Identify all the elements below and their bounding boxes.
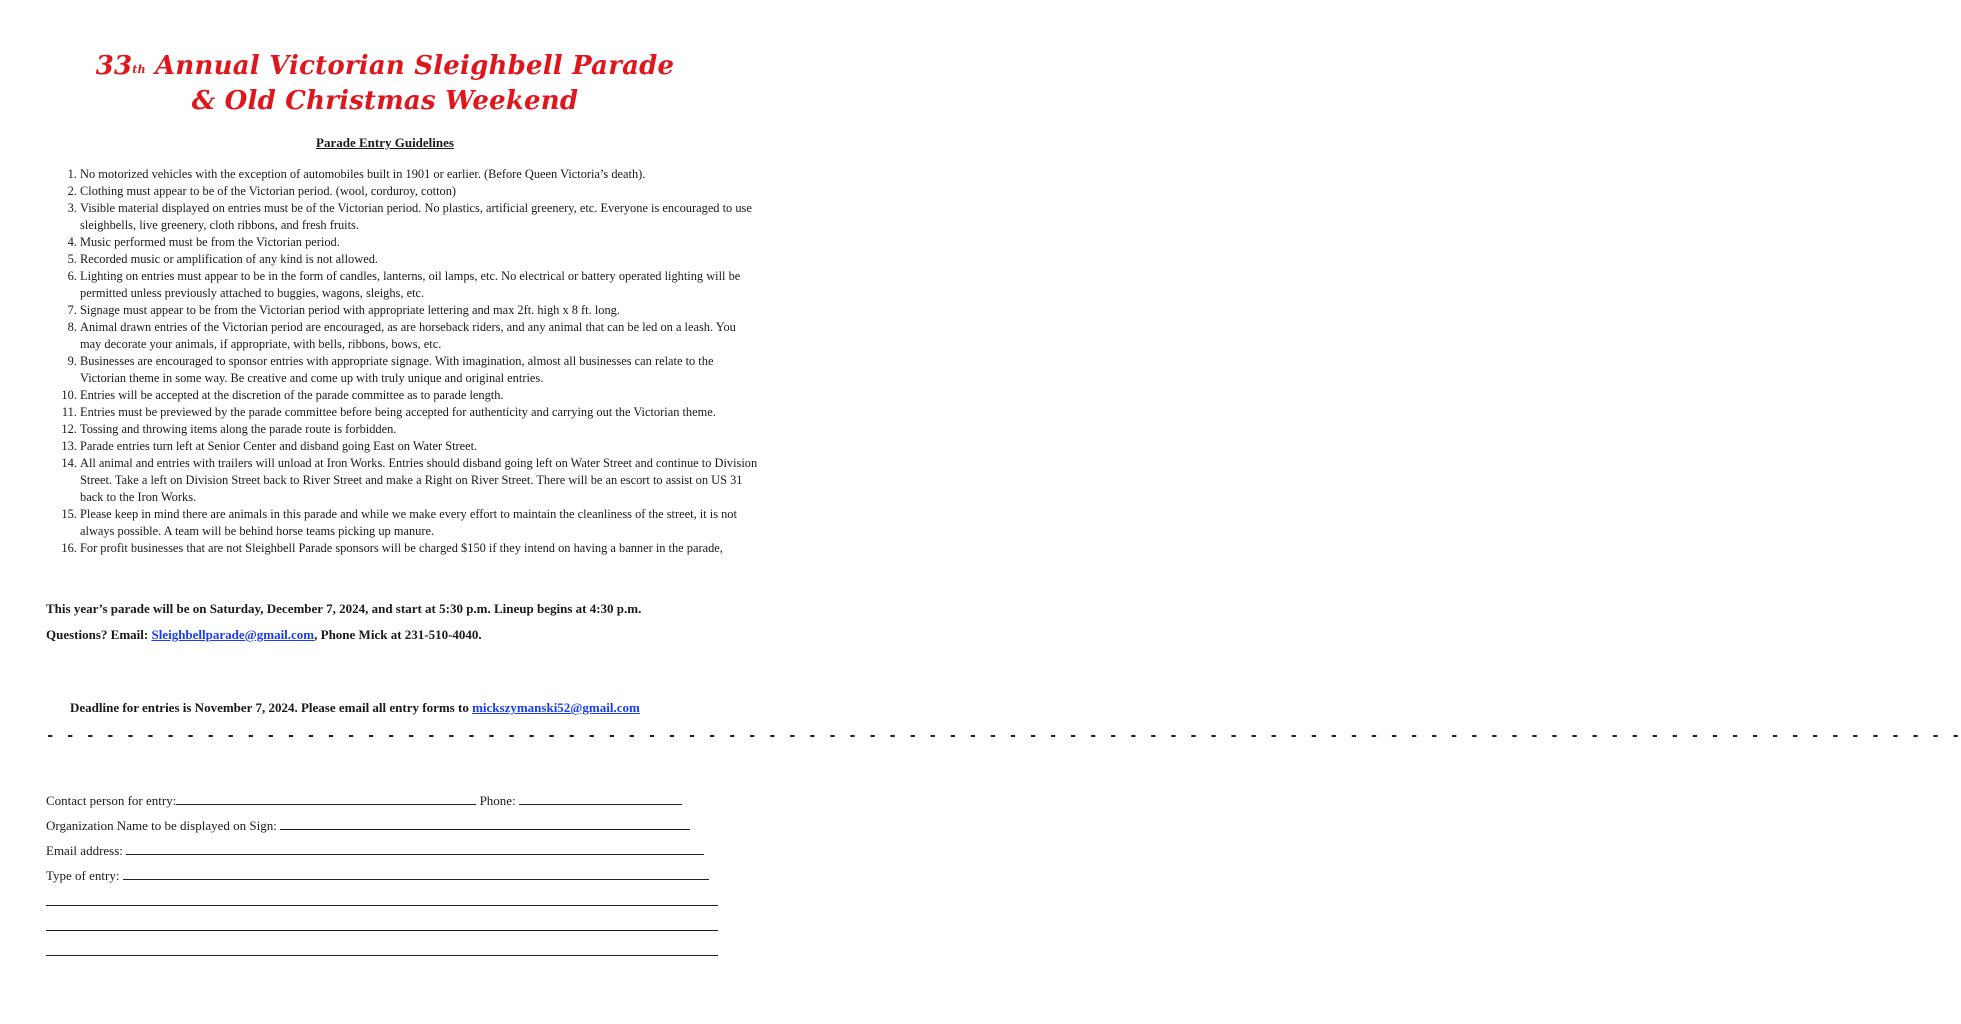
contact-label: Contact person for entry: <box>46 793 177 808</box>
rule-item: 15. Please keep in mind there are animals in this parade and while we make every effort to maintain the cleanliness of the street, it is not always possible. A team will be behind horse teams picking up manure. <box>80 506 760 540</box>
rule-item: 13. Parade entries turn left at Senior Center and disband going East on Water Street. <box>80 438 760 455</box>
questions-prefix: Questions? Email: <box>46 627 152 642</box>
rule-item: 7. Signage must appear to be from the Victorian period with appropriate lettering and max 2ft. high x 8 ft. long. <box>80 302 760 319</box>
questions-line <box>46 627 736 643</box>
email-input-line[interactable] <box>126 842 704 855</box>
blank-line[interactable] <box>46 904 718 906</box>
rule-item: 2. Clothing must appear to be of the Victorian period. (wool, corduroy, cotton) <box>80 183 760 200</box>
contact-input-line[interactable] <box>176 792 476 805</box>
rule-item: 6. Lighting on entries must appear to be in the form of candles, lanterns, oil lamps, etc. No electrical or battery operated lighting will be permitted unless previously attached to buggies, wagons, sleighs, etc. <box>80 268 760 302</box>
questions-email-link[interactable]: Sleighbellparade@gmail.com <box>151 627 315 642</box>
deadline-line <box>70 700 760 716</box>
title-line-1 <box>0 50 770 82</box>
email-field-row <box>46 842 704 859</box>
parade-date-text: This year’s parade will be on Saturday, December 7, 2024, and start at 5:30 p.m. Lineup begins at 4:30 p.m. <box>46 601 642 616</box>
questions-suffix: , Phone Mick at 231-510-4040. <box>314 627 482 642</box>
rule-item: 16. For profit businesses that are not Sleighbell Parade sponsors will be charged $150 if they intend on having a banner in the parade, <box>80 540 760 557</box>
deadline-prefix: Deadline for entries is November 7, 2024. Please email all entry forms to <box>70 700 473 715</box>
rule-item: 14. All animal and entries with trailers will unload at Iron Works. Entries should disband going left on Water Street and continue to Division Street. Take a left on Division Street back to River Street and make a Right on River Street. There will be an escort to assist on US 31 back to the Iron Works. <box>80 455 760 506</box>
subtitle: Parade Entry Guidelines <box>316 135 454 150</box>
org-field-row <box>46 817 690 834</box>
phone-label: Phone: <box>476 793 519 808</box>
rule-item: 3. Visible material displayed on entries must be of the Victorian period. No plastics, artificial greenery, etc. Everyone is encouraged to use sleighbells, live greenery, cloth ribbons, and fresh fruits. <box>80 200 760 234</box>
org-label: Organization Name to be displayed on Sign: <box>46 818 281 833</box>
blank-line[interactable] <box>46 929 718 931</box>
cut-line-divider: - - - - - - - - - - - - - - - - - - - - - - - - - - - - - - - - - - - - - - - - - - - - - - - - - - - - - - - - - - - - - - - - - - - - - - - - - - - - - - - - - - - - - - - - - - - - - - - - <box>46 728 1961 744</box>
type-field-row <box>46 867 709 884</box>
rule-item: 5. Recorded music or amplification of any kind is not allowed. <box>80 251 760 268</box>
type-label: Type of entry: <box>46 868 123 883</box>
email-label: Email address: <box>46 843 127 858</box>
rule-item: 11. Entries must be previewed by the parade committee before being accepted for authenticity and carrying out the Victorian theme. <box>80 404 760 421</box>
title-line-2: & Old Christmas Weekend <box>191 86 579 116</box>
title-number: 33 <box>95 51 133 81</box>
deadline-email-link[interactable]: mickszymanski52@gmail.com <box>472 700 640 715</box>
rule-item: 1. No motorized vehicles with the exception of automobiles built in 1901 or earlier. (Before Queen Victoria’s death). <box>80 166 760 183</box>
rule-item: 10. Entries will be accepted at the discretion of the parade committee as to parade length. <box>80 387 760 404</box>
contact-field-row <box>46 792 682 809</box>
phone-input-line[interactable] <box>519 792 682 805</box>
title-ordinal: th <box>132 63 146 76</box>
title-line-1-rest: Annual Victorian Sleighbell Parade <box>145 51 675 81</box>
rule-item: 8. Animal drawn entries of the Victorian period are encouraged, as are horseback riders, and any animal that can be led on a leash. You may decorate your animals, if appropriate, with bells, ribbons, bows, etc. <box>80 319 760 353</box>
rule-item: 4. Music performed must be from the Victorian period. <box>80 234 760 251</box>
org-input-line[interactable] <box>280 817 690 830</box>
rule-item: 9. Businesses are encouraged to sponsor entries with appropriate signage. With imagination, almost all businesses can relate to the Victorian theme in some way. Be creative and come up with truly unique and original entries. <box>80 353 760 387</box>
rules-list <box>44 166 760 557</box>
rule-item: 12. Tossing and throwing items along the parade route is forbidden. <box>80 421 760 438</box>
blank-line[interactable] <box>46 954 718 956</box>
type-input-line[interactable] <box>123 867 709 880</box>
